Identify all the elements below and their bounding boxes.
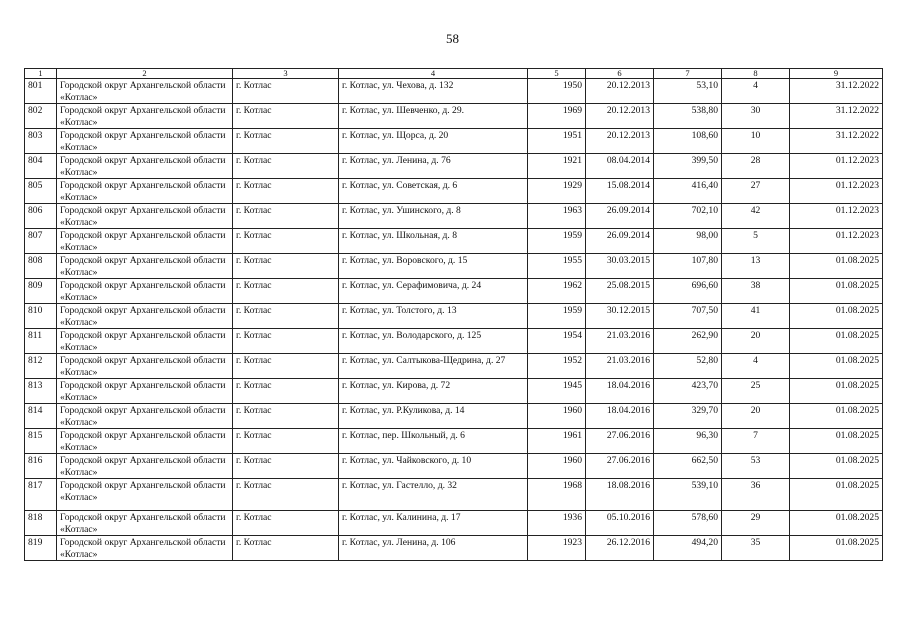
count-cell: 5 — [722, 229, 790, 254]
city-cell: г. Котлас — [233, 229, 339, 254]
year-cell: 1929 — [528, 179, 586, 204]
column-number-row — [25, 69, 883, 79]
date-cell: 21.03.2016 — [586, 329, 654, 354]
deadline-cell: 31.12.2022 — [790, 104, 883, 129]
year-cell: 1959 — [528, 229, 586, 254]
district-cell: Городской округ Архангельской области «Котлас» — [57, 79, 233, 104]
area-cell: 53,10 — [654, 79, 722, 104]
deadline-cell: 01.08.2025 — [790, 536, 883, 561]
table-row — [25, 279, 883, 304]
address-cell: г. Котлас, ул. Щорса, д. 20 — [339, 129, 528, 154]
district-cell: Городской округ Архангельской области «Котлас» — [57, 329, 233, 354]
table-row — [25, 204, 883, 229]
city-cell: г. Котлас — [233, 536, 339, 561]
column-header: 3 — [233, 69, 339, 79]
year-cell: 1950 — [528, 79, 586, 104]
deadline-cell: 31.12.2022 — [790, 129, 883, 154]
row-number-cell: 801 — [25, 79, 57, 104]
row-number-cell: 819 — [25, 536, 57, 561]
table-row — [25, 429, 883, 454]
deadline-cell: 01.08.2025 — [790, 404, 883, 429]
address-cell: г. Котлас, ул. Толстого, д. 13 — [339, 304, 528, 329]
district-cell: Городской округ Архангельской области «Котлас» — [57, 279, 233, 304]
table-row — [25, 79, 883, 104]
date-cell: 21.03.2016 — [586, 354, 654, 379]
city-cell: г. Котлас — [233, 204, 339, 229]
date-cell: 27.06.2016 — [586, 454, 654, 479]
row-number-cell: 812 — [25, 354, 57, 379]
count-cell: 20 — [722, 404, 790, 429]
city-cell: г. Котлас — [233, 79, 339, 104]
table-row — [25, 154, 883, 179]
area-cell: 329,70 — [654, 404, 722, 429]
count-cell: 42 — [722, 204, 790, 229]
city-cell: г. Котлас — [233, 379, 339, 404]
year-cell: 1945 — [528, 379, 586, 404]
deadline-cell: 01.08.2025 — [790, 511, 883, 536]
row-number-cell: 803 — [25, 129, 57, 154]
address-cell: г. Котлас, ул. Воровского, д. 15 — [339, 254, 528, 279]
count-cell: 53 — [722, 454, 790, 479]
count-cell: 27 — [722, 179, 790, 204]
area-cell: 96,30 — [654, 429, 722, 454]
address-cell: г. Котлас, ул. Серафимовича, д. 24 — [339, 279, 528, 304]
count-cell: 30 — [722, 104, 790, 129]
city-cell: г. Котлас — [233, 154, 339, 179]
deadline-cell: 01.08.2025 — [790, 429, 883, 454]
count-cell: 10 — [722, 129, 790, 154]
district-cell: Городской округ Архангельской области «Котлас» — [57, 354, 233, 379]
area-cell: 696,60 — [654, 279, 722, 304]
area-cell: 399,50 — [654, 154, 722, 179]
deadline-cell: 31.12.2022 — [790, 79, 883, 104]
address-cell: г. Котлас, ул. Салтыкова-Щедрина, д. 27 — [339, 354, 528, 379]
district-cell: Городской округ Архангельской области «Котлас» — [57, 154, 233, 179]
area-cell: 662,50 — [654, 454, 722, 479]
count-cell: 41 — [722, 304, 790, 329]
row-number-cell: 808 — [25, 254, 57, 279]
table-row — [25, 511, 883, 536]
table-row — [25, 404, 883, 429]
district-cell: Городской округ Архангельской области «Котлас» — [57, 304, 233, 329]
area-cell: 108,60 — [654, 129, 722, 154]
date-cell: 20.12.2013 — [586, 104, 654, 129]
city-cell: г. Котлас — [233, 354, 339, 379]
row-number-cell: 806 — [25, 204, 57, 229]
table-row — [25, 454, 883, 479]
deadline-cell: 01.12.2023 — [790, 154, 883, 179]
address-cell: г. Котлас, ул. Володарского, д. 125 — [339, 329, 528, 354]
address-cell: г. Котлас, ул. Школьная, д. 8 — [339, 229, 528, 254]
city-cell: г. Котлас — [233, 104, 339, 129]
area-cell: 702,10 — [654, 204, 722, 229]
row-number-cell: 813 — [25, 379, 57, 404]
city-cell: г. Котлас — [233, 279, 339, 304]
date-cell: 20.12.2013 — [586, 129, 654, 154]
count-cell: 28 — [722, 154, 790, 179]
count-cell: 29 — [722, 511, 790, 536]
address-cell: г. Котлас, ул. Ленина, д. 76 — [339, 154, 528, 179]
row-number-cell: 811 — [25, 329, 57, 354]
address-cell: г. Котлас, ул. Гастелло, д. 32 — [339, 479, 528, 511]
district-cell: Городской округ Архангельской области «Котлас» — [57, 379, 233, 404]
column-header: 6 — [586, 69, 654, 79]
city-cell: г. Котлас — [233, 129, 339, 154]
deadline-cell: 01.08.2025 — [790, 354, 883, 379]
area-cell: 578,60 — [654, 511, 722, 536]
row-number-cell: 816 — [25, 454, 57, 479]
deadline-cell: 01.08.2025 — [790, 279, 883, 304]
row-number-cell: 818 — [25, 511, 57, 536]
count-cell: 38 — [722, 279, 790, 304]
column-header: 4 — [339, 69, 528, 79]
table-row — [25, 104, 883, 129]
deadline-cell: 01.08.2025 — [790, 329, 883, 354]
count-cell: 35 — [722, 536, 790, 561]
column-header: 9 — [790, 69, 883, 79]
date-cell: 26.09.2014 — [586, 204, 654, 229]
table-row — [25, 304, 883, 329]
address-cell: г. Котлас, ул. Советская, д. 6 — [339, 179, 528, 204]
column-header: 8 — [722, 69, 790, 79]
year-cell: 1936 — [528, 511, 586, 536]
area-cell: 538,80 — [654, 104, 722, 129]
area-cell: 707,50 — [654, 304, 722, 329]
date-cell: 30.03.2015 — [586, 254, 654, 279]
district-cell: Городской округ Архангельской области «Котлас» — [57, 511, 233, 536]
area-cell: 262,90 — [654, 329, 722, 354]
date-cell: 15.08.2014 — [586, 179, 654, 204]
year-cell: 1954 — [528, 329, 586, 354]
page-number: 58 — [446, 31, 459, 46]
table-row — [25, 254, 883, 279]
column-header: 7 — [654, 69, 722, 79]
date-cell: 18.08.2016 — [586, 479, 654, 511]
district-cell: Городской округ Архангельской области «Котлас» — [57, 479, 233, 511]
area-cell: 423,70 — [654, 379, 722, 404]
year-cell: 1961 — [528, 429, 586, 454]
year-cell: 1959 — [528, 304, 586, 329]
date-cell: 25.08.2015 — [586, 279, 654, 304]
count-cell: 13 — [722, 254, 790, 279]
row-number-cell: 805 — [25, 179, 57, 204]
year-cell: 1921 — [528, 154, 586, 179]
district-cell: Городской округ Архангельской области «Котлас» — [57, 429, 233, 454]
row-number-cell: 807 — [25, 229, 57, 254]
deadline-cell: 01.12.2023 — [790, 229, 883, 254]
district-cell: Городской округ Архангельской области «Котлас» — [57, 229, 233, 254]
district-cell: Городской округ Архангельской области «Котлас» — [57, 129, 233, 154]
address-cell: г. Котлас, ул. Чайковского, д. 10 — [339, 454, 528, 479]
row-number-cell: 814 — [25, 404, 57, 429]
date-cell: 26.12.2016 — [586, 536, 654, 561]
table-row — [25, 379, 883, 404]
year-cell: 1968 — [528, 479, 586, 511]
date-cell: 30.12.2015 — [586, 304, 654, 329]
district-cell: Городской округ Архангельской области «Котлас» — [57, 536, 233, 561]
city-cell: г. Котлас — [233, 329, 339, 354]
district-cell: Городской округ Архангельской области «Котлас» — [57, 179, 233, 204]
deadline-cell: 01.08.2025 — [790, 254, 883, 279]
deadline-cell: 01.08.2025 — [790, 454, 883, 479]
district-cell: Городской округ Архангельской области «Котлас» — [57, 254, 233, 279]
row-number-cell: 804 — [25, 154, 57, 179]
area-cell: 98,00 — [654, 229, 722, 254]
count-cell: 25 — [722, 379, 790, 404]
date-cell: 08.04.2014 — [586, 154, 654, 179]
date-cell: 20.12.2013 — [586, 79, 654, 104]
date-cell: 18.04.2016 — [586, 404, 654, 429]
year-cell: 1963 — [528, 204, 586, 229]
city-cell: г. Котлас — [233, 511, 339, 536]
year-cell: 1955 — [528, 254, 586, 279]
table-row — [25, 179, 883, 204]
date-cell: 05.10.2016 — [586, 511, 654, 536]
deadline-cell: 01.12.2023 — [790, 179, 883, 204]
area-cell: 494,20 — [654, 536, 722, 561]
area-cell: 416,40 — [654, 179, 722, 204]
table-row — [25, 354, 883, 379]
count-cell: 36 — [722, 479, 790, 511]
address-cell: г. Котлас, ул. Кирова, д. 72 — [339, 379, 528, 404]
year-cell: 1952 — [528, 354, 586, 379]
year-cell: 1960 — [528, 454, 586, 479]
table-row — [25, 329, 883, 354]
deadline-cell: 01.08.2025 — [790, 379, 883, 404]
column-header: 1 — [25, 69, 57, 79]
date-cell: 27.06.2016 — [586, 429, 654, 454]
table-row — [25, 536, 883, 561]
count-cell: 20 — [722, 329, 790, 354]
district-cell: Городской округ Архангельской области «Котлас» — [57, 454, 233, 479]
row-number-cell: 809 — [25, 279, 57, 304]
deadline-cell: 01.12.2023 — [790, 204, 883, 229]
year-cell: 1962 — [528, 279, 586, 304]
year-cell: 1951 — [528, 129, 586, 154]
date-cell: 26.09.2014 — [586, 229, 654, 254]
row-number-cell: 802 — [25, 104, 57, 129]
housing-registry-table — [24, 68, 883, 561]
deadline-cell: 01.08.2025 — [790, 304, 883, 329]
address-cell: г. Котлас, ул. Чехова, д. 132 — [339, 79, 528, 104]
year-cell: 1969 — [528, 104, 586, 129]
city-cell: г. Котлас — [233, 304, 339, 329]
area-cell: 52,80 — [654, 354, 722, 379]
area-cell: 539,10 — [654, 479, 722, 511]
address-cell: г. Котлас, ул. Р.Куликова, д. 14 — [339, 404, 528, 429]
year-cell: 1960 — [528, 404, 586, 429]
city-cell: г. Котлас — [233, 254, 339, 279]
district-cell: Городской округ Архангельской области «Котлас» — [57, 404, 233, 429]
address-cell: г. Котлас, ул. Ленина, д. 106 — [339, 536, 528, 561]
date-cell: 18.04.2016 — [586, 379, 654, 404]
count-cell: 4 — [722, 79, 790, 104]
table-row — [25, 129, 883, 154]
city-cell: г. Котлас — [233, 429, 339, 454]
row-number-cell: 810 — [25, 304, 57, 329]
year-cell: 1923 — [528, 536, 586, 561]
district-cell: Городской округ Архангельской области «Котлас» — [57, 104, 233, 129]
column-header: 2 — [57, 69, 233, 79]
address-cell: г. Котлас, пер. Школьный, д. 6 — [339, 429, 528, 454]
table-row — [25, 479, 883, 511]
city-cell: г. Котлас — [233, 179, 339, 204]
address-cell: г. Котлас, ул. Шевченко, д. 29. — [339, 104, 528, 129]
address-cell: г. Котлас, ул. Ушинского, д. 8 — [339, 204, 528, 229]
address-cell: г. Котлас, ул. Калинина, д. 17 — [339, 511, 528, 536]
row-number-cell: 817 — [25, 479, 57, 511]
table-row — [25, 229, 883, 254]
city-cell: г. Котлас — [233, 479, 339, 511]
count-cell: 7 — [722, 429, 790, 454]
count-cell: 4 — [722, 354, 790, 379]
column-header: 5 — [528, 69, 586, 79]
deadline-cell: 01.08.2025 — [790, 479, 883, 511]
city-cell: г. Котлас — [233, 404, 339, 429]
city-cell: г. Котлас — [233, 454, 339, 479]
district-cell: Городской округ Архангельской области «Котлас» — [57, 204, 233, 229]
area-cell: 107,80 — [654, 254, 722, 279]
row-number-cell: 815 — [25, 429, 57, 454]
